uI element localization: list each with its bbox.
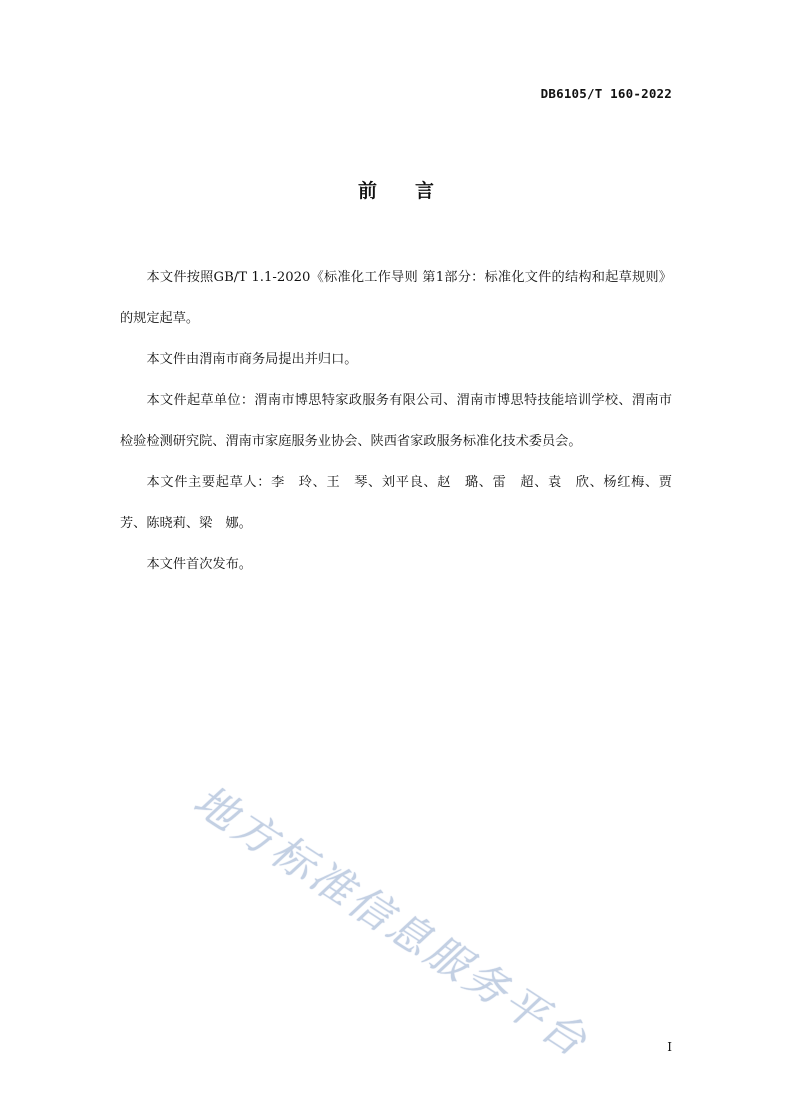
paragraph-proposer: 本文件由渭南市商务局提出并归口。 — [146, 352, 358, 367]
foreword-body — [120, 257, 672, 585]
paragraph-drafters: 本文件主要起草人：李 玲、王 琴、刘平良、赵 璐、雷 超、袁 欣、杨红梅、贾芳、陈晓莉、梁 娜。 — [120, 475, 672, 531]
watermark: 地方标准信息服务平台 — [185, 775, 598, 1068]
page-number: I — [667, 1040, 672, 1054]
paragraph-drafting-rules: 本文件按照GB/T 1.1-2020《标准化工作导则 第1部分：标准化文件的结构和起草规则》的规定起草。 — [120, 270, 672, 326]
document-code: DB6105/T 160-2022 — [540, 86, 672, 101]
paragraph-first-release: 本文件首次发布。 — [146, 557, 252, 572]
page-title: 前言 — [357, 180, 472, 202]
paragraph-drafting-units: 本文件起草单位：渭南市博思特家政服务有限公司、渭南市博思特技能培训学校、渭南市检验检测研究院、渭南市家庭服务业协会、陕西省家政服务标准化技术委员会。 — [120, 393, 672, 449]
